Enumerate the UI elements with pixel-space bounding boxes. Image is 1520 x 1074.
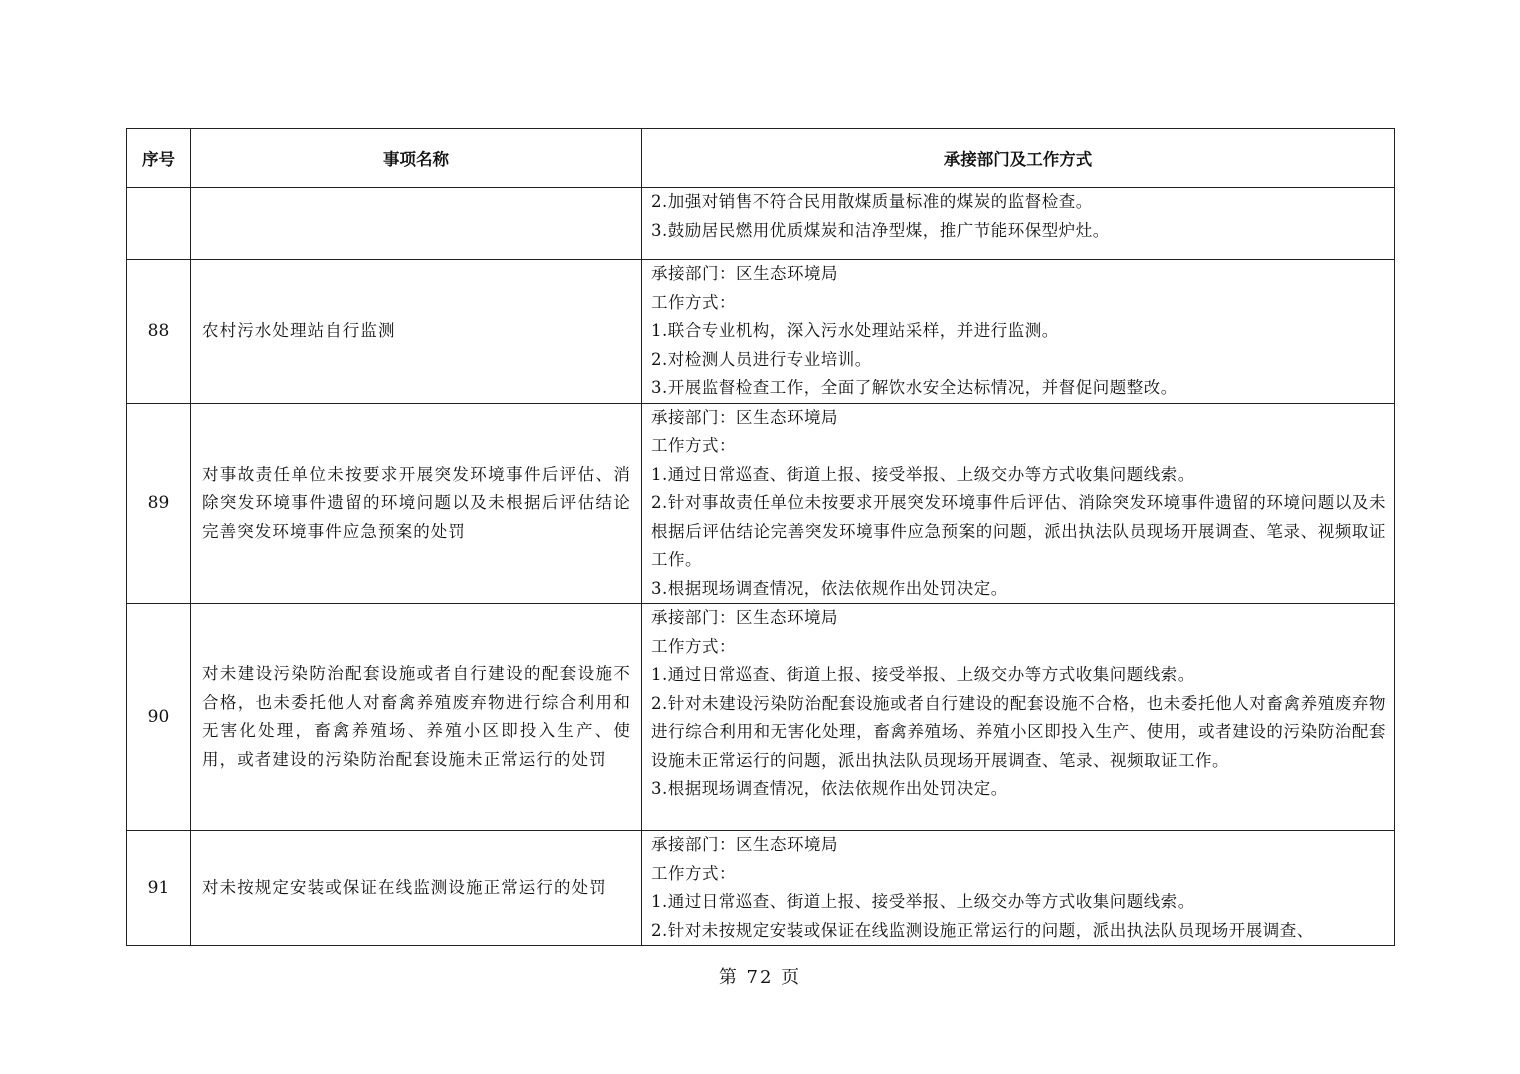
row-serial-number: 91	[127, 831, 191, 946]
matters-table	[126, 128, 1395, 946]
row-serial-number: 89	[127, 403, 191, 604]
method-line: 2.针对事故责任单位未按要求开展突发环境事件后评估、消除突发环境事件遗留的环境问题以及未根据后评估结论完善突发环境事件应急预案的问题，派出执法队员现场开展调查、笔录、视频取证工作。	[651, 493, 1386, 569]
header-department-and-method: 承接部门及工作方式	[642, 129, 1395, 188]
row-item-name: 对未按规定安装或保证在线监测设施正常运行的处罚	[191, 831, 642, 946]
method-line: 3.根据现场调查情况，依法依规作出处罚决定。	[651, 779, 1008, 798]
method-heading: 工作方式：	[651, 636, 736, 656]
method-line: 1.联合专业机构，深入污水处理站采样，并进行监测。	[651, 321, 1059, 340]
row-item-name	[191, 188, 642, 260]
method-heading: 工作方式：	[651, 436, 736, 455]
table-row	[127, 188, 1395, 260]
method-line: 1.通过日常巡查、街道上报、接受举报、上级交办等方式收集问题线索。	[651, 892, 1195, 911]
table-row	[127, 831, 1395, 946]
method-heading: 工作方式：	[651, 292, 736, 312]
header-item-name: 事项名称	[191, 129, 642, 188]
method-line: 3.根据现场调查情况，依法依规作出处罚决定。	[651, 578, 1008, 598]
page-number: 第 72 页	[718, 967, 802, 988]
method-line: 2.针对未建设污染防治配套设施或者自行建设的配套设施不合格，也未委托他人对畜禽养殖废弃物进行综合利用和无害化处理，畜禽养殖场、养殖小区即投入生产、使用，或者建设的污染防治配套设施未正常运行的问题，派出执法队员现场开展调查、笔录、视频取证工作。	[651, 693, 1386, 770]
row-department-method	[642, 260, 1395, 404]
department-line: 承接部门：区生态环境局	[651, 608, 838, 627]
row-department-method	[642, 831, 1395, 946]
method-line: 3.鼓励居民燃用优质煤炭和洁净型煤，推广节能环保型炉灶。	[651, 220, 1110, 240]
table-row	[127, 604, 1395, 831]
method-line: 1.通过日常巡查、街道上报、接受举报、上级交办等方式收集问题线索。	[651, 665, 1195, 684]
table-row	[127, 260, 1395, 404]
row-item-name: 农村污水处理站自行监测	[191, 260, 642, 404]
row-department-method	[642, 604, 1395, 831]
method-line: 2.对检测人员进行专业培训。	[651, 349, 872, 369]
method-line: 3.开展监督检查工作，全面了解饮水安全达标情况，并督促问题整改。	[651, 378, 1178, 397]
row-item-name: 对未建设污染防治配套设施或者自行建设的配套设施不合格，也未委托他人对畜禽养殖废弃物进行综合利用和无害化处理，畜禽养殖场、养殖小区即投入生产、使用，或者建设的污染防治配套设施未正常运行的处罚	[191, 604, 642, 831]
department-line: 承接部门：区生态环境局	[651, 264, 838, 283]
table-header-row	[127, 129, 1395, 188]
method-line: 2.针对未按规定安装或保证在线监测设施正常运行的问题，派出执法队员现场开展调查、	[651, 920, 1314, 940]
header-serial-number: 序号	[127, 129, 191, 188]
row-serial-number: 90	[127, 604, 191, 831]
method-heading: 工作方式：	[651, 863, 736, 883]
department-line: 承接部门：区生态环境局	[651, 407, 838, 427]
row-department-method	[642, 188, 1395, 260]
row-department-method	[642, 403, 1395, 604]
department-line: 承接部门：区生态环境局	[651, 835, 838, 854]
table-row	[127, 403, 1395, 604]
row-serial-number	[127, 188, 191, 260]
method-line: 2.加强对销售不符合民用散煤质量标准的煤炭的监督检查。	[651, 192, 1093, 211]
row-serial-number: 88	[127, 260, 191, 404]
row-item-name: 对事故责任单位未按要求开展突发环境事件后评估、消除突发环境事件遗留的环境问题以及未根据后评估结论完善突发环境事件应急预案的处罚	[191, 403, 642, 604]
method-line: 1.通过日常巡查、街道上报、接受举报、上级交办等方式收集问题线索。	[651, 464, 1195, 484]
